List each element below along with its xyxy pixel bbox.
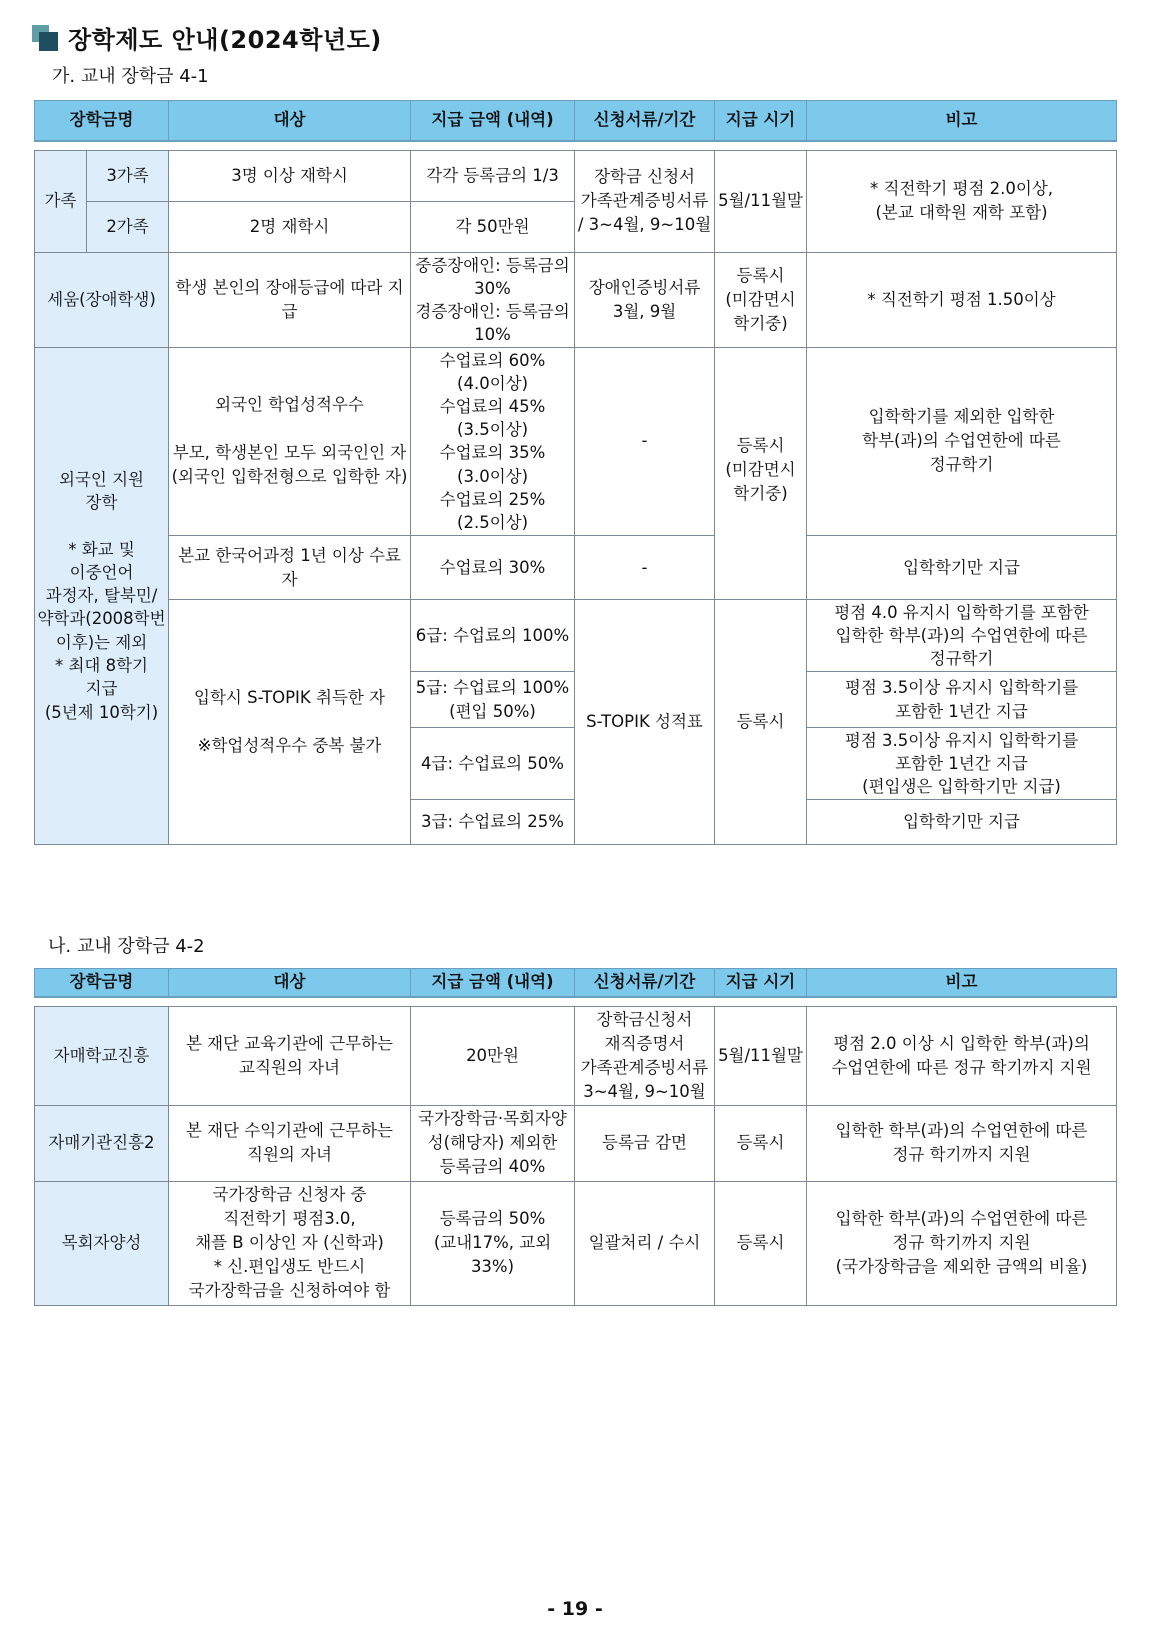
seum-scholarship-name: 세움(장애학생) xyxy=(35,252,169,347)
foreign-excellence-target: 외국인 학업성적우수 부모, 학생본인 모두 외국인인 자 (외국인 입학전형으로 입학한 자) xyxy=(169,347,411,536)
header-documents: 신청서류/기간 xyxy=(575,101,715,141)
family-timing: 5월/11월말 xyxy=(715,150,807,252)
table-row xyxy=(35,1181,1117,1305)
scholarship-table-4-1 xyxy=(34,100,1117,845)
family-note: * 직전학기 평점 2.0이상, (본교 대학원 재학 포함) xyxy=(807,150,1117,252)
pastor-training-name: 목회자양성 xyxy=(35,1181,169,1305)
foreign-excellence-note: 입학학기를 제외한 입학한 학부(과)의 수업연한에 따른 정규학기 xyxy=(807,347,1117,536)
header-target: 대상 xyxy=(169,969,411,997)
seum-note: * 직전학기 평점 1.50이상 xyxy=(807,252,1117,347)
pastor-training-amount: 등록금의 50% (교내17%, 교외33%) xyxy=(411,1181,575,1305)
section-square-icon xyxy=(32,25,58,51)
table-header-row xyxy=(35,101,1117,141)
family-documents: 장학금 신청서 가족관계증빙서류 / 3~4월, 9~10월 xyxy=(575,150,715,252)
header-note: 비고 xyxy=(807,101,1117,141)
table-row xyxy=(35,150,1117,201)
stopik-4-note: 평점 3.5이상 유지시 입학학기를 포함한 1년간 지급 (편입생은 입학학기만 지급) xyxy=(807,728,1117,800)
pastor-training-target: 국가장학금 신청자 중 직전학기 평점3.0, 채플 B 이상인 자 (신학과) * 신.편입생도 반드시 국가장학금을 신청하여야 함 xyxy=(169,1181,411,1305)
table-header-row xyxy=(35,969,1117,997)
header-amount: 지급 금액 (내역) xyxy=(411,101,575,141)
stopik-5-amount: 5급: 수업료의 100% (편입 50%) xyxy=(411,672,575,728)
sister-school-amount: 20만원 xyxy=(411,1006,575,1105)
header-documents: 신청서류/기간 xyxy=(575,969,715,997)
section-heading-4-1: 가. 교내 장학금 4-1 xyxy=(52,66,209,87)
family-2-target: 2명 재학시 xyxy=(169,201,411,252)
stopik-4-amount: 4급: 수업료의 50% xyxy=(411,728,575,800)
seum-target: 학생 본인의 장애등급에 따라 지급 xyxy=(169,252,411,347)
sister-school-target: 본 재단 교육기관에 근무하는 교직원의 자녀 xyxy=(169,1006,411,1105)
sister-school-name: 자매학교진흥 xyxy=(35,1006,169,1105)
foreign-excellence-documents: - xyxy=(575,347,715,536)
section-heading-4-2: 나. 교내 장학금 4-2 xyxy=(48,936,205,957)
family-2-label: 2가족 xyxy=(87,201,169,252)
scholarship-table-4-2 xyxy=(34,968,1117,1306)
page-header xyxy=(32,20,382,55)
foreign-korean-course-note: 입학학기만 지급 xyxy=(807,536,1117,600)
family-3-label: 3가족 xyxy=(87,150,169,201)
header-scholarship-name: 장학금명 xyxy=(35,969,169,997)
foreign-korean-course-target: 본교 한국어과정 1년 이상 수료자 xyxy=(169,536,411,600)
stopik-timing: 등록시 xyxy=(715,600,807,845)
sister-institution-documents: 등록금 감면 xyxy=(575,1105,715,1181)
sister-school-documents: 장학금신청서 재직증명서 가족관계증빙서류 3~4월, 9~10월 xyxy=(575,1006,715,1105)
stopik-documents: S-TOPIK 성적표 xyxy=(575,600,715,845)
sister-school-note: 평점 2.0 이상 시 입학한 학부(과)의 수업연한에 따른 정규 학기까지 지원 xyxy=(807,1006,1117,1105)
sister-institution-target: 본 재단 수익기관에 근무하는 직원의 자녀 xyxy=(169,1105,411,1181)
family-3-amount: 각각 등록금의 1/3 xyxy=(411,150,575,201)
table-row xyxy=(35,252,1117,347)
foreign-timing: 등록시 (미감면시 학기중) xyxy=(715,347,807,600)
stopik-6-amount: 6급: 수업료의 100% xyxy=(411,600,575,672)
foreign-korean-course-documents: - xyxy=(575,536,715,600)
sister-institution-amount: 국가장학금·목회자양 성(해당자) 제외한 등록금의 40% xyxy=(411,1105,575,1181)
stopik-3-amount: 3급: 수업료의 25% xyxy=(411,800,575,845)
pastor-training-documents: 일괄처리 / 수시 xyxy=(575,1181,715,1305)
seum-timing: 등록시 (미감면시 학기중) xyxy=(715,252,807,347)
family-3-target: 3명 이상 재학시 xyxy=(169,150,411,201)
pastor-training-timing: 등록시 xyxy=(715,1181,807,1305)
stopik-6-note: 평점 4.0 유지시 입학학기를 포함한 입학한 학부(과)의 수업연한에 따른 정규학기 xyxy=(807,600,1117,672)
table-row xyxy=(35,600,1117,672)
family-scholarship-name: 가족 xyxy=(35,150,87,252)
page-title: 장학제도 안내(2024학년도) xyxy=(68,26,382,54)
header-amount: 지급 금액 (내역) xyxy=(411,969,575,997)
header-note: 비고 xyxy=(807,969,1117,997)
foreign-scholarship-name: 외국인 지원 장학 * 화교 및 이중언어 과정자, 탈북민/ 약학과(2008학번 이후)는 제외 * 최대 8학기 지급 (5년제 10학기) xyxy=(35,347,169,845)
header-scholarship-name: 장학금명 xyxy=(35,101,169,141)
sister-institution-name: 자매기관진흥2 xyxy=(35,1105,169,1181)
foreign-excellence-amount: 수업료의 60% (4.0이상) 수업료의 45% (3.5이상) 수업료의 35% (3.0이상) 수업료의 25% (2.5이상) xyxy=(411,347,575,536)
foreign-stopik-target: 입학시 S-TOPIK 취득한 자 ※학업성적우수 중복 불가 xyxy=(169,600,411,845)
page-number: - 19 - xyxy=(547,1598,603,1620)
table-row xyxy=(35,1006,1117,1105)
header-target: 대상 xyxy=(169,101,411,141)
family-2-amount: 각 50만원 xyxy=(411,201,575,252)
table-row xyxy=(35,536,1117,600)
table-row xyxy=(35,1105,1117,1181)
seum-amount: 중증장애인: 등록금의 30% 경증장애인: 등록금의 10% xyxy=(411,252,575,347)
header-timing: 지급 시기 xyxy=(715,101,807,141)
pastor-training-note: 입학한 학부(과)의 수업연한에 따른 정규 학기까지 지원 (국가장학금을 제외한 금액의 비율) xyxy=(807,1181,1117,1305)
header-timing: 지급 시기 xyxy=(715,969,807,997)
seum-documents: 장애인증빙서류 3월, 9월 xyxy=(575,252,715,347)
foreign-korean-course-amount: 수업료의 30% xyxy=(411,536,575,600)
sister-school-timing: 5월/11월말 xyxy=(715,1006,807,1105)
stopik-3-note: 입학학기만 지급 xyxy=(807,800,1117,845)
stopik-5-note: 평점 3.5이상 유지시 입학학기를 포함한 1년간 지급 xyxy=(807,672,1117,728)
sister-institution-timing: 등록시 xyxy=(715,1105,807,1181)
table-row xyxy=(35,347,1117,536)
sister-institution-note: 입학한 학부(과)의 수업연한에 따른 정규 학기까지 지원 xyxy=(807,1105,1117,1181)
